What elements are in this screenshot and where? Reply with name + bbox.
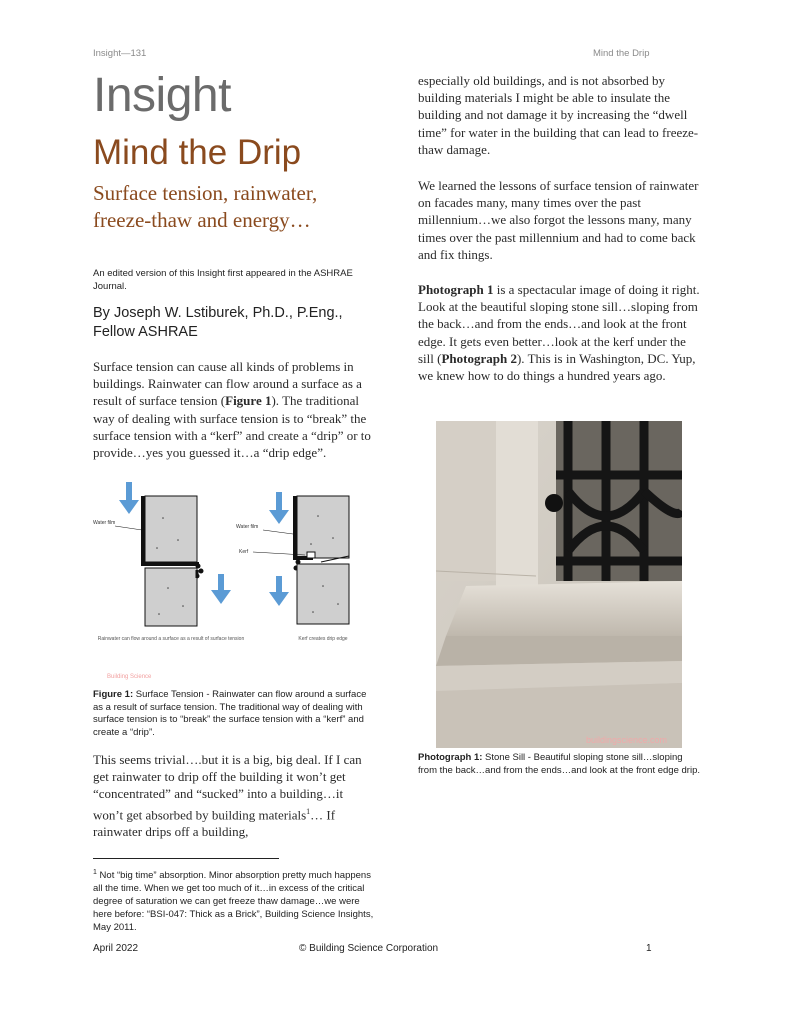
body-paragraph: We learned the lessons of surface tension of rainwater on facades many, many times over the past millennium…we also forgot the lessons many, many times over the past millennium and had to come back and fix things.	[418, 178, 699, 262]
rain-arrow-icon	[269, 576, 289, 606]
footer-page-number: 1	[646, 943, 652, 954]
edited-note: An edited version of this Insight first appeared in the ASHRAE Journal.	[93, 268, 353, 292]
body-paragraph: This seems trivial….but it is a big, big deal. If I can get rainwater to drip off the building it won’t get “concentrated” and “sucked” into a building…it won’t get absorbed by building materials$^1$… If rainwater drips off a building,	[93, 752, 362, 840]
rain-arrow-icon	[119, 482, 139, 514]
photo-reference: Photograph 2	[441, 350, 517, 366]
photo-watermark: buildingscience.com	[586, 735, 668, 745]
kerf-label: Kerf	[239, 549, 249, 555]
body-paragraph: especially old buildings, and is not absorbed by building materials I might be able to insulate the building and not damage it by increasing the “dwell time” for water in the building that can lead to freeze-thaw damage.	[418, 73, 699, 157]
figure-credit: Building Science	[107, 674, 152, 680]
photo-reference: Photograph 1	[418, 282, 494, 297]
water-film-label: Water film	[93, 520, 116, 526]
body-paragraph: Surface tension can cause all kinds of problems in buildings. Rainwater can flow around a surface as a result of surface tension (Figure 1). The traditional way of dealing with surface tension is to “break” the surface tension with a “kerf” and create a “drip” or to provide…yes you guessed it…a “drip edge”.	[93, 359, 371, 461]
photograph-1-caption: Photograph 1: Stone Sill - Beautiful sloping stone sill…sloping from the back…and from the ends…and look at the front edge drip.	[418, 752, 700, 776]
article-subtitle: Surface tension, rainwater, freeze-thaw and energy…	[93, 181, 318, 232]
figure-1-diagram	[93, 478, 378, 686]
footer-copyright: © Building Science Corporation	[299, 943, 439, 954]
series-title: Insight	[93, 69, 231, 122]
footnote-marker: 1	[306, 806, 311, 816]
body-paragraph: Photograph 1 is a spectacular image of doing it right. Look at the beautiful sloping stone sill…sloping from the back…and from the ends…and look at the front edge. It gets even better…look at the kerf under the sill (Photograph 2). This is in Washington, DC. Yup, we knew how to do things a hundred years ago.	[418, 282, 700, 384]
figure-caption-left: Rainwater can flow around a surface as a result of surface tension	[97, 636, 245, 642]
running-header-left: Insight—131	[93, 48, 147, 59]
figure-caption-right: Kerf creates drip edge	[298, 636, 348, 642]
running-header-right: Mind the Drip	[593, 48, 650, 59]
figure-1-caption: Figure 1: Surface Tension - Rainwater can flow around a surface as a result of surface tension. The traditional way of dealing with surface tension is to “break” the surface tension with a “kerf” and create a “drip”.	[93, 689, 367, 738]
photograph-1	[436, 421, 682, 748]
footnote-rule	[93, 858, 279, 859]
rain-arrow-icon	[269, 492, 289, 524]
figure-reference: Figure 1	[225, 393, 272, 409]
article-title: Mind the Drip	[93, 133, 302, 172]
footer-date: April 2022	[93, 943, 139, 954]
water-film-label: Water film	[236, 524, 259, 530]
byline: By Joseph W. Lstiburek, Ph.D., P.Eng., Fellow ASHRAE	[93, 305, 343, 340]
footnote: $^1$ Not “big time” absorption. Minor absorption pretty much happens all the time. When we get too much of it…in excess of the critical degree of saturation we can get freeze thaw damage…we were here before: “BSI-047: Thick as a Brick”, Building Science Insights, May 2011.	[93, 869, 374, 934]
rain-arrow-icon	[211, 574, 231, 604]
